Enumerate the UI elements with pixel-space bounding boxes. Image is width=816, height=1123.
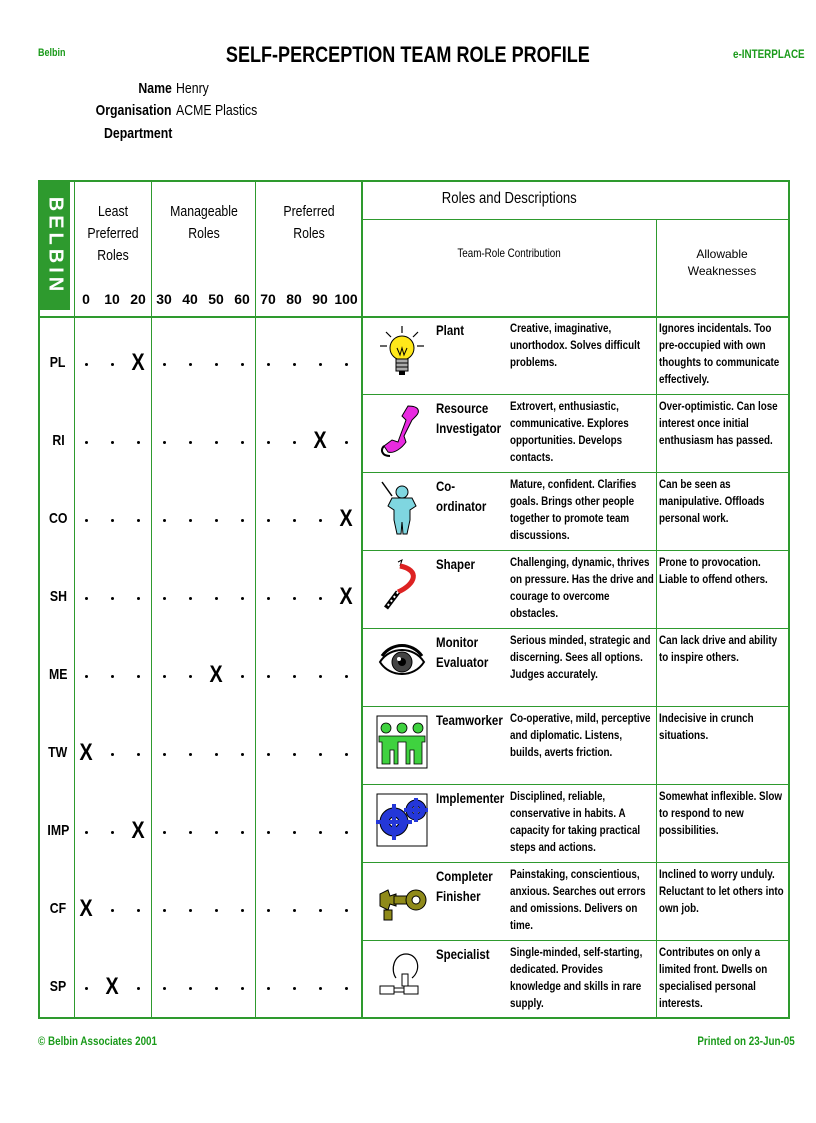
role-weakness: Can lack drive and ability to inspire others.: [659, 633, 778, 664]
role-code: CF: [49, 900, 67, 917]
role-name: Co-ordinator: [436, 478, 487, 514]
scale-dot: [189, 987, 192, 990]
scale-dot: [111, 909, 114, 912]
scale-dot: [215, 441, 218, 444]
scale-dot: [267, 441, 270, 444]
scale-dot: [189, 363, 192, 366]
score-mark: X: [105, 973, 119, 1000]
score-mark: X: [79, 739, 93, 766]
scale-tick: 10: [104, 291, 120, 307]
scale-dot: [319, 597, 322, 600]
score-mark: X: [209, 661, 223, 688]
scale-dot: [215, 831, 218, 834]
scale-dot: [85, 597, 88, 600]
scale-dot: [319, 519, 322, 522]
scale-dot: [189, 753, 192, 756]
brand-label: Belbin: [38, 47, 66, 59]
scale-dot: [189, 597, 192, 600]
score-mark: X: [79, 895, 93, 922]
scale-dot: [189, 441, 192, 444]
role-contribution: Painstaking, conscientious, anxious. Searches out errors and omissions. Delivers on time.: [510, 867, 646, 932]
scale-dot: [241, 831, 244, 834]
score-mark: X: [339, 583, 353, 610]
score-mark: X: [339, 505, 353, 532]
scale-dot: [293, 831, 296, 834]
scale-dot: [111, 831, 114, 834]
scale-dot: [319, 909, 322, 912]
scale-dot: [293, 441, 296, 444]
scale-dot: [241, 363, 244, 366]
scale-dot: [111, 753, 114, 756]
scale-dot: [319, 675, 322, 678]
role-weakness: Contributes on only a limited front. Dwells on specialised personal interests.: [659, 945, 768, 1010]
scale-dot: [319, 753, 322, 756]
role-weakness: Over-optimistic. Can lose interest once initial enthusiasm has passed.: [659, 399, 778, 447]
role-code: PL: [50, 354, 66, 371]
scale-dot: [137, 753, 140, 756]
scale-dot: [111, 363, 114, 366]
scale-dot: [111, 675, 114, 678]
scale-dot: [319, 363, 322, 366]
scale-dot: [345, 753, 348, 756]
name-label: Name: [138, 80, 172, 97]
scale-dot: [267, 363, 270, 366]
score-mark: X: [131, 817, 145, 844]
scale-dot: [163, 987, 166, 990]
scale-dot: [137, 987, 140, 990]
role-contribution: Mature, confident. Clarifies goals. Brings other people together to promote team discussions.: [510, 477, 637, 542]
scale-dot: [85, 519, 88, 522]
role-code: IMP: [47, 822, 69, 839]
scale-dot: [163, 909, 166, 912]
least-preferred-header: Least Preferred Roles: [87, 203, 139, 264]
scale-dot: [163, 831, 166, 834]
role-contribution: Disciplined, reliable, conservative in habits. A capacity for taking practical steps and actions.: [510, 789, 641, 854]
role-name: Teamworker: [436, 712, 503, 728]
scale-dot: [111, 597, 114, 600]
scale-dot: [85, 441, 88, 444]
role-contribution: Extrovert, enthusiastic, communicative. Explores opportunities. Develops contacts.: [510, 399, 629, 464]
contribution-header: Team-Role Contribution: [457, 246, 561, 260]
score-mark: X: [131, 349, 145, 376]
scale-dot: [189, 675, 192, 678]
scale-dot: [293, 987, 296, 990]
scale-dot: [293, 597, 296, 600]
role-code: SP: [49, 978, 67, 995]
scale-tick: 100: [334, 291, 358, 307]
scale-tick: 60: [234, 291, 250, 307]
scale-tick: 20: [130, 291, 146, 307]
scale-dot: [267, 675, 270, 678]
scale-dot: [111, 519, 114, 522]
scale-dot: [293, 363, 296, 366]
brand-right-label: e-INTERPLACE: [733, 47, 805, 61]
scale-dot: [163, 597, 166, 600]
scale-tick: 40: [182, 291, 198, 307]
page-title: SELF-PERCEPTION TEAM ROLE PROFILE: [226, 42, 590, 67]
scale-tick: 50: [208, 291, 224, 307]
role-contribution: Single-minded, self-starting, dedicated. Provides knowledge and skills in rare supply.: [510, 945, 643, 1010]
role-name: Monitor Evaluator: [436, 634, 489, 670]
role-contribution: Challenging, dynamic, thrives on pressure. Has the drive and courage to overcome obstacles.: [510, 555, 654, 620]
scale-dot: [345, 831, 348, 834]
telephone-icon: [376, 402, 428, 458]
plug-icon: [376, 948, 428, 1004]
eye-icon: [376, 636, 428, 692]
scale-dot: [215, 519, 218, 522]
conductor-icon: [376, 480, 428, 536]
scale-tick: 70: [260, 291, 276, 307]
role-code: RI: [51, 432, 65, 449]
role-name: Plant: [436, 322, 465, 338]
scale-dot: [267, 753, 270, 756]
scale-dot: [163, 753, 166, 756]
scale-dot: [189, 831, 192, 834]
scale-dot: [137, 675, 140, 678]
scale-dot: [215, 753, 218, 756]
role-contribution: Creative, imaginative, unorthodox. Solves difficult problems.: [510, 321, 641, 369]
role-name: Resource Investigator: [436, 400, 502, 436]
role-weakness: Prone to provocation. Liable to offend others.: [659, 555, 768, 586]
scale-dot: [241, 441, 244, 444]
scale-dot: [189, 909, 192, 912]
printed-date: Printed on 23-Jun-05: [697, 1034, 795, 1048]
role-code: TW: [48, 744, 68, 761]
scale-dot: [267, 831, 270, 834]
role-code: ME: [48, 666, 68, 683]
role-name: Shaper: [436, 556, 475, 572]
name-value: Henry: [176, 80, 209, 97]
role-name: Completer Finisher: [436, 868, 493, 904]
scale-dot: [85, 987, 88, 990]
role-weakness: Indecisive in crunch situations.: [659, 711, 754, 742]
scale-tick: 0: [82, 291, 90, 307]
scale-dot: [293, 909, 296, 912]
scale-dot: [345, 909, 348, 912]
department-label: Department: [103, 125, 172, 142]
scale-dot: [137, 597, 140, 600]
scale-dot: [241, 675, 244, 678]
people-chain-icon: [376, 714, 428, 770]
scale-dot: [267, 519, 270, 522]
scale-dot: [85, 363, 88, 366]
role-weakness: Ignores incidentals. Too pre-occupied with own thoughts to communicate effectively.: [659, 321, 780, 386]
scale-dot: [163, 675, 166, 678]
scale-tick: 90: [312, 291, 328, 307]
organisation-label: Organisation: [96, 102, 172, 119]
role-name: Implementer: [436, 790, 505, 806]
scale-tick: 80: [286, 291, 302, 307]
organisation-value: ACME Plastics: [176, 102, 258, 119]
scale-dot: [319, 831, 322, 834]
whip-icon: [376, 558, 428, 614]
scale-dot: [215, 363, 218, 366]
scale-dot: [267, 597, 270, 600]
scale-dot: [215, 987, 218, 990]
scale-dot: [345, 987, 348, 990]
wrench-icon: [376, 870, 428, 926]
scale-dot: [215, 597, 218, 600]
copyright: © Belbin Associates 2001: [38, 1034, 158, 1048]
scale-dot: [293, 753, 296, 756]
scale-dot: [85, 675, 88, 678]
scale-dot: [241, 909, 244, 912]
weakness-header: Allowable Weaknesses: [687, 247, 757, 278]
role-code: CO: [48, 510, 68, 527]
belbin-logo: BELBIN: [40, 182, 70, 310]
scale-dot: [293, 519, 296, 522]
scale-dot: [241, 987, 244, 990]
manageable-header: Manageable Roles: [169, 203, 238, 242]
scale-dot: [241, 753, 244, 756]
scale-dot: [241, 597, 244, 600]
role-code: SH: [49, 588, 67, 605]
lightbulb-icon: [376, 324, 428, 380]
scale-dot: [267, 987, 270, 990]
scale-dot: [293, 675, 296, 678]
scale-dot: [163, 363, 166, 366]
scale-dot: [163, 441, 166, 444]
preferred-header: Preferred Roles: [282, 203, 335, 242]
scale-dot: [137, 441, 140, 444]
scale-tick: 30: [156, 291, 172, 307]
scale-dot: [111, 441, 114, 444]
scale-dot: [345, 441, 348, 444]
scale-dot: [345, 363, 348, 366]
scale-dot: [189, 519, 192, 522]
role-contribution: Serious minded, strategic and discerning. Sees all options. Judges accurately.: [510, 633, 651, 681]
scale-dot: [163, 519, 166, 522]
role-contribution: Co-operative, mild, perceptive and diplomatic. Listens, builds, averts friction.: [510, 711, 651, 759]
gears-icon: [376, 792, 428, 848]
scale-dot: [267, 909, 270, 912]
role-weakness: Somewhat inflexible. Slow to respond to new possibilities.: [659, 789, 783, 837]
scale-dot: [319, 987, 322, 990]
role-name: Specialist: [436, 946, 490, 962]
role-weakness: Can be seen as manipulative. Offloads personal work.: [659, 477, 765, 525]
scale-dot: [85, 831, 88, 834]
roles-descriptions-header: Roles and Descriptions: [441, 190, 577, 207]
scale-dot: [241, 519, 244, 522]
role-weakness: Inclined to worry unduly. Reluctant to let others into own job.: [659, 867, 784, 915]
scale-dot: [137, 909, 140, 912]
score-mark: X: [313, 427, 327, 454]
scale-dot: [345, 675, 348, 678]
scale-dot: [215, 909, 218, 912]
scale-dot: [137, 519, 140, 522]
